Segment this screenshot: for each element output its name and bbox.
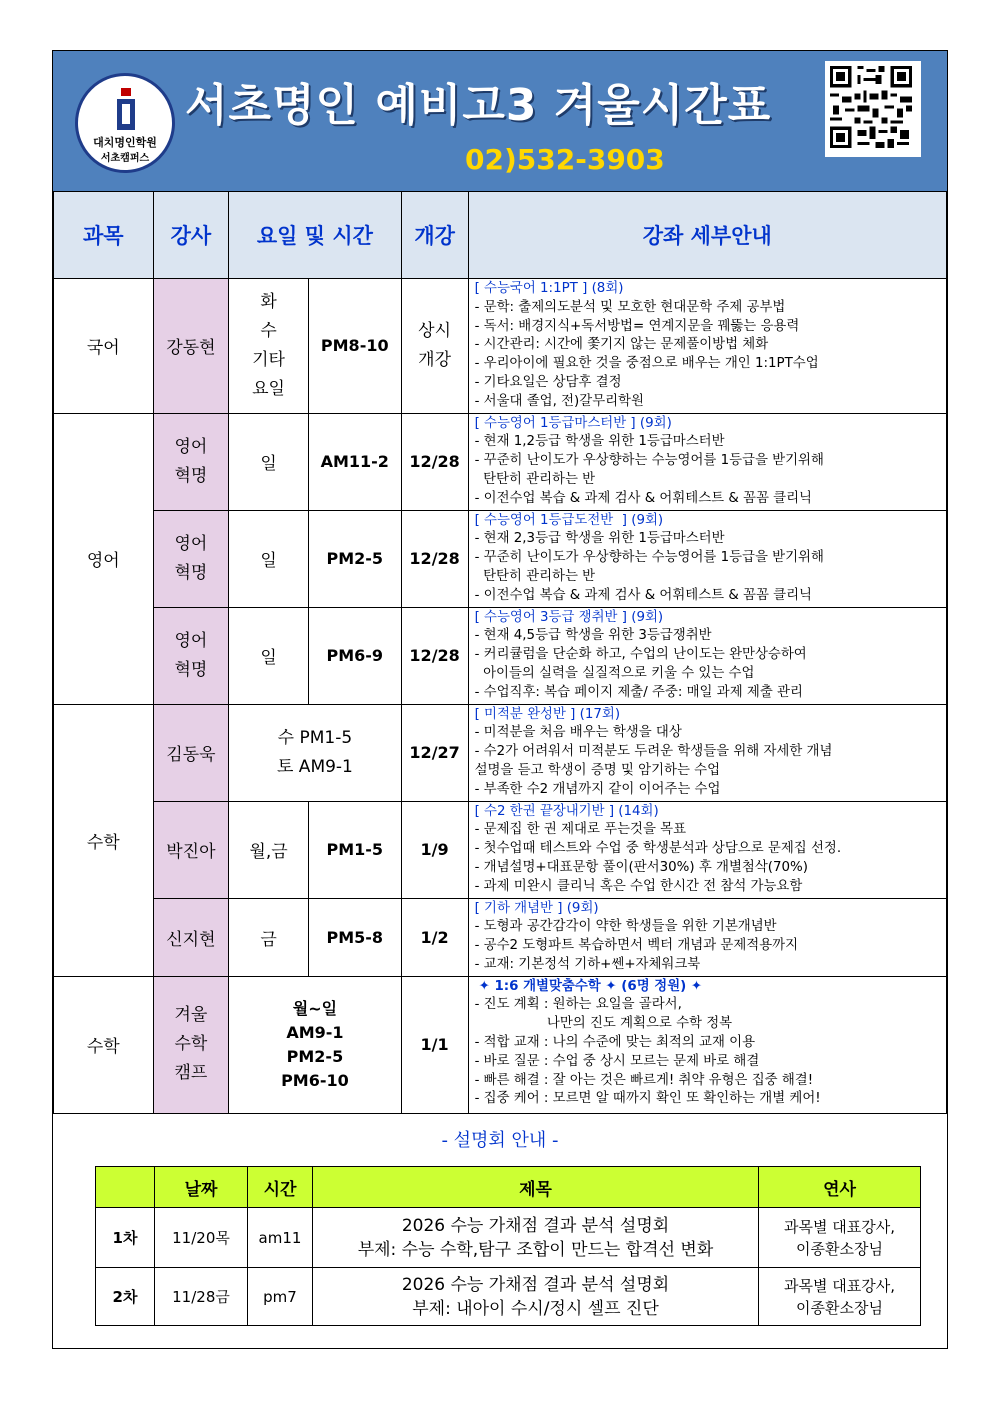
seminar-header-date: 날짜 [155,1167,248,1208]
phone-number: 02)532-3903 [465,143,665,176]
course-detail: [ 수2 한권 끝장내기반 ] (14회) - 문제집 한 권 제대로 푸는것을 목표 - 첫수업때 테스트와 수업 중 학생분석과 상담으로 문제집 선정. - 개념설명+대표문항 풀이(판서30%) 후 개별첨삭(70%) - 과제 미완시 클리닉 혹은 수업 한시간 전 참석 가능요함 [468,801,946,898]
header-schedule: 요일 및 시간 [229,192,401,279]
start-date: 1/1 [401,976,468,1113]
logo-text-line1: 대치명인학원 [93,136,157,149]
seminar-header-row [96,1167,921,1208]
seminar-speaker: 과목별 대표강사, 이종환소장님 [759,1268,921,1326]
course-detail: [ 수능영어 1등급도전반 ] (9회) - 현재 2,3등급 학생을 위한 1등급마스터반 - 꾸준히 난이도가 우상향하는 수능영어를 1등급을 받기위해 탄탄히 관리하는 반 - 이전수업 복습 & 과제 검사 & 어휘테스트 & 꼼꼼 클리닉 [468,510,946,607]
subject-english: 영어 [54,413,154,704]
seminar-time: am11 [248,1208,313,1268]
teacher-name: 영어 혁명 [153,607,229,704]
teacher-name: 강동현 [153,279,229,414]
table-row [54,976,947,1113]
teacher-name: 겨울 수학 캠프 [153,976,229,1113]
class-day: 일 [229,413,309,510]
day-list: 화 수 기타 요일 [229,279,309,414]
table-row [54,607,947,704]
course-title: [ 수2 한권 끝장내기반 ] (14회) [474,803,659,819]
seminar-header-time: 시간 [248,1167,313,1208]
course-title: ✦ 1:6 개별맞춤수학 ✦ (6명 정원) ✦ [478,978,703,994]
teacher-name: 신지현 [153,898,229,976]
seminar-row [96,1208,921,1268]
header-banner [53,51,947,192]
teacher-name: 영어 혁명 [153,510,229,607]
seminar-title: 2026 수능 가채점 결과 분석 설명회 부제: 수능 수학,탐구 조합이 만드는 합격선 변화 [313,1208,759,1268]
start-date: 12/27 [401,704,468,801]
teacher-name: 김동욱 [153,704,229,801]
course-title: [ 수능영어 1등급마스터반 ] (9회) [474,415,672,431]
start-date: 12/28 [401,510,468,607]
class-time: PM8-10 [308,279,401,414]
teacher-name: 영어 혁명 [153,413,229,510]
seminar-date: 11/28금 [155,1268,248,1326]
seminar-header-speaker: 연사 [759,1167,921,1208]
seminar-speaker: 과목별 대표강사, 이종환소장님 [759,1208,921,1268]
seminar-heading: - 설명회 안내 - [441,1130,559,1151]
class-time: PM5-8 [308,898,401,976]
start-date: 1/2 [401,898,468,976]
start-date: 1/9 [401,801,468,898]
table-row [54,413,947,510]
course-title: [ 수능국어 1:1PT ] (8회) [474,281,624,296]
academy-logo-icon [75,73,175,173]
course-detail: ✦ 1:6 개별맞춤수학 ✦ (6명 정원) ✦ - 진도 계획 : 원하는 요일을 골라서, 나만의 진도 계획으로 수학 정복 - 적합 교재 : 나의 수준에 맞는 최적의 교재 이용 - 바로 질문 : 수업 중 상시 모르는 문제 바로 해결 - 빠른 해결 : 잘 아는 것은 빠르게! 취약 유형은 집중 해결! - 집중 케어 : 모르면 알 때까지 확인 또 확인하는 개별 케어! [468,976,946,1113]
qr-code-icon[interactable] [825,61,921,157]
header-teacher: 강사 [153,192,229,279]
seminar-round: 2차 [96,1268,155,1326]
subject-korean: 국어 [54,279,154,414]
class-day: 일 [229,607,309,704]
start-date: 12/28 [401,607,468,704]
class-time: PM1-5 [308,801,401,898]
logo-text-line2: 서초캠퍼스 [100,153,150,164]
subject-math: 수학 [54,704,154,976]
header-start: 개강 [401,192,468,279]
timetable [53,191,947,1114]
seminar-header-title: 제목 [313,1167,759,1208]
table-row [54,279,947,414]
seminar-time: pm7 [248,1268,313,1326]
course-title: [ 미적분 완성반 ] (17회) [474,706,621,722]
class-time: PM6-9 [308,607,401,704]
seminar-table [95,1166,921,1326]
header-detail: 강좌 세부안내 [468,192,946,279]
table-row [54,704,947,801]
seminar-date: 11/20목 [155,1208,248,1268]
course-title: [ 수능영어 3등급 쟁취반 ] (9회) [474,609,664,625]
course-detail: [ 기하 개념반 ] (9회) - 도형과 공간감각이 약한 학생들을 위한 기본개념반 - 공수2 도형파트 복습하면서 벡터 개념과 문제적용까지 - 교재: 기본정석 기하+쎈+자체워크북 [468,898,946,976]
class-day: 일 [229,510,309,607]
seminar-title: 2026 수능 가채점 결과 분석 설명회 부제: 내아이 수시/정시 셀프 진단 [313,1268,759,1326]
class-schedule: 월~일 AM9-1 PM2-5 PM6-10 [229,976,401,1113]
course-detail: [ 수능영어 3등급 쟁취반 ] (9회) - 현재 4,5등급 학생을 위한 3등급쟁취반 - 커리큘럼을 단순화 하고, 수업의 난이도는 완만상승하여 아이들의 실력을 실질적으로 키울 수 있는 수업 - 수업직후: 복습 페이지 제출/ 주중: 매일 과제 제출 관리 [468,607,946,704]
class-time: AM11-2 [308,413,401,510]
class-time: PM2-5 [308,510,401,607]
table-row [54,801,947,898]
logo-mark [117,88,135,130]
course-title: [ 수능영어 1등급도전반 ] (9회) [474,512,664,528]
course-detail: [ 수능영어 1등급마스터반 ] (9회) - 현재 1,2등급 학생을 위한 1등급마스터반 - 꾸준히 난이도가 우상향하는 수능영어를 1등급을 받기위해 탄탄히 관리하는 반 - 이전수업 복습 & 과제 검사 & 어휘테스트 & 꼼꼼 클리닉 [468,413,946,510]
header-subject: 과목 [54,192,154,279]
seminar-round: 1차 [96,1208,155,1268]
course-detail: [ 수능국어 1:1PT ] (8회) - 문학: 출제의도분석 및 모호한 현대문학 주제 공부법 - 독서: 배경지식+독서방법= 연계지문을 꿰뚫는 응용력 - 시간관리: 시간에 쫓기지 않는 문제풀이방법 체화 - 우리아이에 필요한 것을 중점으로 배우는 개인 1:1PT수업 - 기타요일은 상담후 결정 - 서울대 졸업, 전)갈무리학원 [468,279,946,414]
start-date: 12/28 [401,413,468,510]
subject-math-camp: 수학 [54,976,154,1113]
seminar-header-blank [96,1167,155,1208]
page-title: 서초명인 예비고3 겨울시간표 [185,80,772,131]
class-day: 금 [229,898,309,976]
timetable-document [52,50,948,1349]
start-date: 상시 개강 [401,279,468,414]
course-detail: [ 미적분 완성반 ] (17회) - 미적분을 처음 배우는 학생을 대상 - 수2가 어려워서 미적분도 두려운 학생들을 위해 자세한 개념 설명을 듣고 학생이 증명 및 암기하는 수업 - 부족한 수2 개념까지 같이 이어주는 수업 [468,704,946,801]
table-row [54,898,947,976]
teacher-name: 박진아 [153,801,229,898]
seminar-row [96,1268,921,1326]
course-title: [ 기하 개념반 ] (9회) [474,900,599,916]
table-header-row [54,192,947,279]
table-row [54,510,947,607]
class-day: 월,금 [229,801,309,898]
class-schedule: 수 PM1-5 토 AM9-1 [229,704,401,801]
